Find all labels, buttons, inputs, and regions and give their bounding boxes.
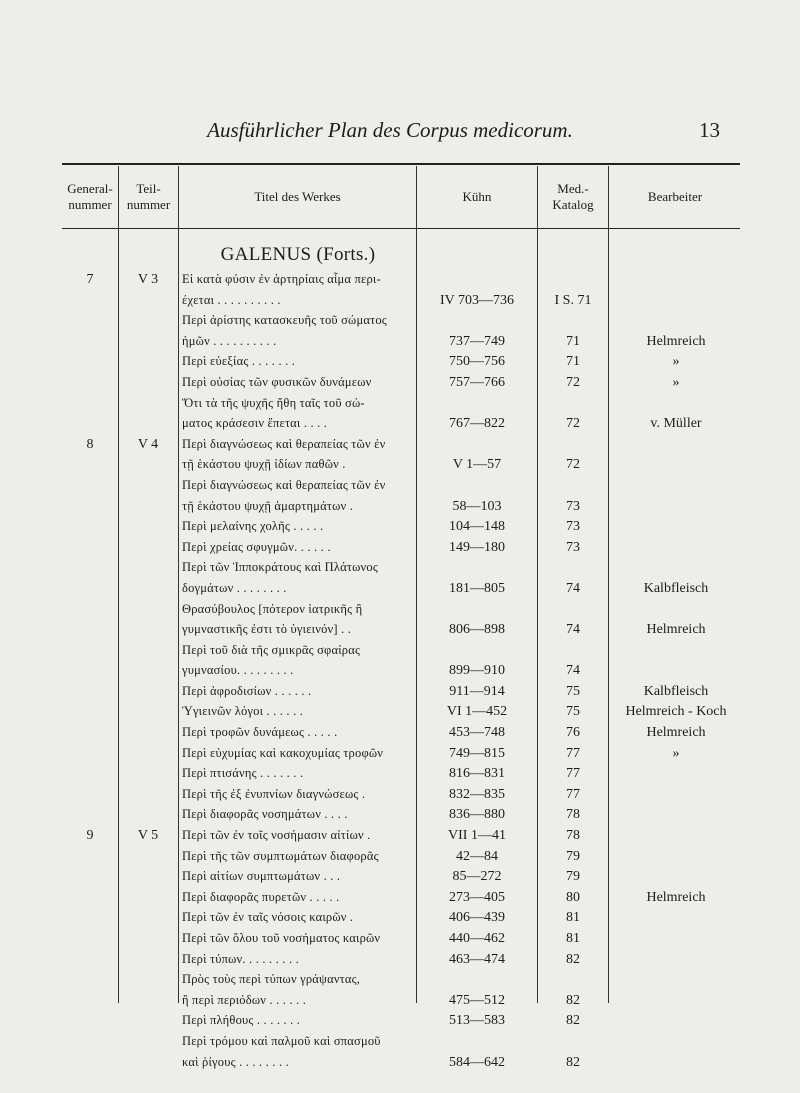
- general-number-cell: 7: [86, 272, 94, 287]
- kuhn-reference-cell: 104—148: [449, 519, 505, 535]
- catalog-reference-cell: 76: [566, 725, 580, 741]
- work-title-cell: τῇ ἑκάστου ψυχῇ ἁμαρτημάτων .: [182, 498, 354, 513]
- kuhn-reference-cell: 806—898: [449, 622, 505, 638]
- column-header-bearbeiter: [609, 168, 741, 226]
- work-title-cell: γυμνασίου. . . . . . . . .: [182, 663, 294, 678]
- table-row: [0, 558, 800, 579]
- kuhn-reference-cell: 149—180: [449, 539, 505, 555]
- work-title-cell: Θρασύβουλος [πότερον ἰατρικῆς ἢ: [182, 601, 363, 616]
- kuhn-reference-cell: 406—439: [449, 910, 505, 926]
- work-title-cell: Περὶ τῶν Ἱπποκράτους καὶ Πλάτωνος: [182, 560, 378, 575]
- work-title-cell: Περὶ εὐχυμίας καὶ κακοχυμίας τροφῶν: [182, 745, 384, 760]
- work-title-cell: Περὶ τῶν ἐν τοῖς νοσήμασιν αἰτίων .: [182, 828, 371, 843]
- editor-cell: »: [672, 745, 680, 761]
- catalog-reference-cell: 78: [566, 828, 580, 844]
- part-number-cell: V 4: [137, 436, 159, 452]
- kuhn-reference-cell: 181—805: [449, 580, 505, 596]
- editor-cell: Helmreich: [646, 333, 706, 349]
- work-title-cell: Περὶ διαφορᾶς πυρετῶν . . . . .: [182, 889, 340, 904]
- catalog-reference-cell: 81: [566, 931, 580, 946]
- kuhn-reference-cell: VI 1—452: [446, 704, 508, 720]
- work-title-cell: Περὶ διαγνώσεως καὶ θεραπείας τῶν ἐν: [182, 477, 386, 492]
- table-row: [0, 661, 800, 682]
- column-header-title: [179, 168, 416, 226]
- kuhn-reference-cell: 737—749: [449, 333, 505, 349]
- kuhn-reference-cell: 816—831: [449, 766, 505, 782]
- work-title-cell: δογμάτων . . . . . . . .: [182, 580, 287, 595]
- kuhn-reference-cell: 513—583: [449, 1013, 505, 1029]
- work-title-cell: Περὶ χρείας σφυγμῶν. . . . . .: [182, 539, 331, 554]
- table-row: [0, 332, 800, 353]
- table-row: [0, 291, 800, 312]
- catalog-reference-cell: 74: [566, 622, 580, 638]
- catalog-reference-cell: 77: [566, 766, 580, 782]
- table-row: [0, 579, 800, 600]
- kuhn-reference-cell: 453—748: [449, 725, 505, 741]
- kuhn-reference-cell: 42—84: [456, 848, 498, 864]
- catalog-reference-cell: 82: [566, 951, 580, 967]
- kuhn-reference-cell: IV 703—736: [439, 292, 515, 308]
- work-title-cell: Περὶ τῆς τῶν συμπτωμάτων διαφορᾶς: [182, 848, 379, 863]
- catalog-reference-cell: 82: [566, 1054, 580, 1070]
- catalog-reference-cell: I S. 71: [554, 292, 592, 308]
- catalog-reference-cell: 75: [566, 683, 580, 699]
- work-title-cell: Περὶ τροφῶν δυνάμεως . . . . .: [182, 725, 338, 740]
- catalog-reference-cell: 77: [566, 786, 580, 802]
- kuhn-reference-cell: 58—103: [452, 498, 502, 514]
- table-row: [0, 764, 800, 785]
- column-header-bearbeiter-label: Bearbeiter: [647, 189, 703, 204]
- editor-cell: v. Müller: [650, 416, 702, 432]
- table-row: [0, 435, 800, 456]
- table-row: [0, 641, 800, 662]
- table-row: [0, 702, 800, 723]
- work-title-cell: ἢ περὶ περιόδων . . . . . .: [182, 992, 307, 1007]
- work-title-cell: Περὶ πτισάνης . . . . . . .: [182, 766, 304, 781]
- work-title-cell: ματος κράσεσιν ἕπεται . . . .: [182, 416, 328, 431]
- catalog-reference-cell: 80: [566, 889, 580, 905]
- table-row: [0, 867, 800, 888]
- column-header-teil: [119, 168, 178, 226]
- catalog-reference-cell: 71: [566, 333, 580, 349]
- catalog-reference-cell: 79: [566, 869, 580, 885]
- kuhn-reference-cell: 463—474: [449, 951, 505, 967]
- work-title-cell: Περὶ τῆς ἐξ ἐνυπνίων διαγνώσεως .: [182, 786, 366, 801]
- table-body: [0, 270, 800, 1073]
- table-row: [0, 888, 800, 909]
- table-row: [0, 744, 800, 765]
- work-title-cell: έχεται . . . . . . . . . .: [182, 292, 281, 307]
- editor-cell: Helmreich: [646, 622, 706, 638]
- catalog-reference-cell: 71: [566, 354, 580, 370]
- kuhn-reference-cell: 899—910: [449, 663, 505, 679]
- table-row: [0, 991, 800, 1012]
- work-title-cell: Περὶ ἀρίστης κατασκευῆς τοῦ σώματος: [182, 313, 387, 328]
- work-title-cell: γυμναστικῆς ἐστι τὸ ὑγιεινόν] . .: [182, 622, 352, 637]
- catalog-reference-cell: 74: [566, 580, 580, 596]
- work-title-cell: Περὶ μελαίνης χολῆς . . . . .: [182, 519, 324, 534]
- kuhn-reference-cell: 750—756: [449, 354, 505, 370]
- kuhn-reference-cell: V 1—57: [452, 457, 502, 473]
- column-header-kuhn: [417, 168, 537, 226]
- table-row: [0, 1032, 800, 1053]
- catalog-reference-cell: 72: [566, 416, 580, 432]
- editor-cell: Helmreich - Koch: [625, 704, 727, 720]
- work-title-cell: Περὶ αἰτίων συμπτωμάτων . . .: [182, 869, 341, 884]
- editor-cell: Kalbfleisch: [643, 580, 709, 596]
- table-row: [0, 600, 800, 621]
- part-number-cell: V 5: [137, 828, 159, 844]
- table-row: [0, 805, 800, 826]
- work-title-cell: Περὶ τύπων. . . . . . . . .: [182, 951, 299, 966]
- work-title-cell: Πρὸς τοὺς περὶ τύπων γράψαντας,: [182, 972, 361, 987]
- catalog-reference-cell: 73: [566, 498, 580, 514]
- table-row: [0, 476, 800, 497]
- work-title-cell: Περὶ τοῦ διὰ τῆς σμικρᾶς σφαίρας: [182, 642, 361, 657]
- table-header-rule: [62, 228, 740, 229]
- editor-cell: »: [672, 354, 680, 370]
- table-row: [0, 517, 800, 538]
- work-title-cell: ἡμῶν . . . . . . . . . .: [182, 333, 277, 348]
- catalog-reference-cell: 78: [566, 807, 580, 823]
- table-top-rule: [62, 163, 740, 165]
- table-row: [0, 826, 800, 847]
- page-header: [60, 118, 720, 148]
- catalog-reference-cell: 74: [566, 663, 580, 679]
- table-row: [0, 455, 800, 476]
- column-header-title-label: Titel des Werkes: [254, 189, 341, 204]
- table-row: [0, 723, 800, 744]
- work-title-cell: τῇ ἑκάστου ψυχῇ ἰδίων παθῶν .: [182, 457, 346, 472]
- kuhn-reference-cell: 475—512: [449, 992, 505, 1008]
- kuhn-reference-cell: 767—822: [449, 416, 505, 432]
- table-row: [0, 620, 800, 641]
- work-title-cell: Περὶ διαγνώσεως καὶ θεραπείας τῶν ἐν: [182, 436, 386, 451]
- work-title-cell: Περὶ τρόμου καὶ παλμοῦ καὶ σπασμοῦ: [182, 1033, 381, 1048]
- kuhn-reference-cell: VII 1—41: [448, 828, 506, 844]
- kuhn-reference-cell: 911—914: [449, 683, 505, 699]
- work-title-cell: Περὶ τῶν ἐν ταῖς νόσοις καιρῶν .: [182, 910, 354, 925]
- table-row: [0, 847, 800, 868]
- kuhn-reference-cell: 440—462: [449, 931, 505, 946]
- editor-cell: Helmreich: [646, 725, 706, 741]
- kuhn-reference-cell: 757—766: [449, 374, 505, 390]
- work-title-cell: Ὅτι τὰ τῆς ψυχῆς ἤθη ταῖς τοῦ σώ-: [182, 395, 365, 410]
- table-row: [0, 950, 800, 971]
- kuhn-reference-cell: 85—272: [452, 869, 502, 885]
- column-header-general-label: General- nummer: [67, 181, 113, 212]
- general-number-cell: 9: [86, 828, 94, 844]
- table-row: [0, 373, 800, 394]
- column-header-kuhn-label: Kühn: [462, 189, 492, 204]
- work-title-cell: Περὶ οὐσίας τῶν φυσικῶν δυνάμεων: [182, 374, 372, 389]
- table-row: [0, 682, 800, 703]
- table-row: [0, 311, 800, 332]
- part-number-cell: V 3: [137, 272, 159, 287]
- column-header-general: [62, 168, 118, 226]
- catalog-reference-cell: 79: [566, 848, 580, 864]
- catalog-reference-cell: 72: [566, 374, 580, 390]
- work-title-cell: Περὶ τῶν ὅλου τοῦ νοσήματος καιρῶν: [182, 931, 381, 945]
- running-title: Ausführlicher Plan des Corpus medicorum.: [207, 118, 573, 142]
- kuhn-reference-cell: 836—880: [449, 807, 505, 823]
- section-title: GALENUS (Forts.): [220, 244, 376, 265]
- column-header-katalog: [538, 168, 608, 226]
- catalog-reference-cell: 73: [566, 539, 580, 555]
- catalog-reference-cell: 75: [566, 704, 580, 720]
- table-row: [0, 538, 800, 559]
- table-row: [0, 908, 800, 929]
- work-title-cell: Περὶ διαφορᾶς νοσημάτων . . . .: [182, 807, 348, 822]
- column-header-teil-label: Teil- nummer: [126, 181, 171, 212]
- table-row: [0, 970, 800, 991]
- kuhn-reference-cell: 749—815: [449, 745, 505, 761]
- work-title-cell: Ὑγιεινῶν λόγοι . . . . . .: [182, 704, 304, 719]
- table-row: [0, 929, 800, 950]
- catalog-reference-cell: 72: [566, 457, 580, 473]
- table-row: [0, 270, 800, 291]
- table-row: [0, 414, 800, 435]
- editor-cell: Helmreich: [646, 889, 706, 905]
- work-title-cell: Περὶ πλήθους . . . . . . .: [182, 1013, 301, 1028]
- editor-cell: »: [672, 374, 680, 390]
- table-row: [0, 785, 800, 806]
- table-row: [0, 1011, 800, 1032]
- page-number: 13: [699, 118, 720, 142]
- kuhn-reference-cell: 832—835: [449, 786, 505, 802]
- column-header-katalog-label: Med.- Katalog: [552, 181, 594, 212]
- table-row: [0, 1053, 800, 1074]
- catalog-reference-cell: 81: [566, 910, 580, 926]
- table-row: [0, 394, 800, 415]
- work-title-cell: Περὶ ἀφροδισίων . . . . . .: [182, 683, 312, 698]
- catalog-reference-cell: 73: [566, 519, 580, 535]
- general-number-cell: 8: [86, 436, 94, 452]
- catalog-reference-cell: 77: [566, 745, 580, 761]
- kuhn-reference-cell: 584—642: [449, 1054, 505, 1070]
- work-title-cell: Περὶ εὐεξίας . . . . . . .: [182, 354, 296, 369]
- kuhn-reference-cell: 273—405: [449, 889, 505, 905]
- editor-cell: Kalbfleisch: [643, 683, 709, 699]
- catalog-reference-cell: 82: [566, 1013, 580, 1029]
- table-row: [0, 352, 800, 373]
- work-title-cell: Εἰ κατὰ φύσιν ἐν ἀρτηρίαις αἷμα περι-: [182, 272, 381, 286]
- work-title-cell: καὶ ῥίγους . . . . . . . .: [182, 1054, 289, 1069]
- table-row: [0, 497, 800, 518]
- catalog-reference-cell: 82: [566, 992, 580, 1008]
